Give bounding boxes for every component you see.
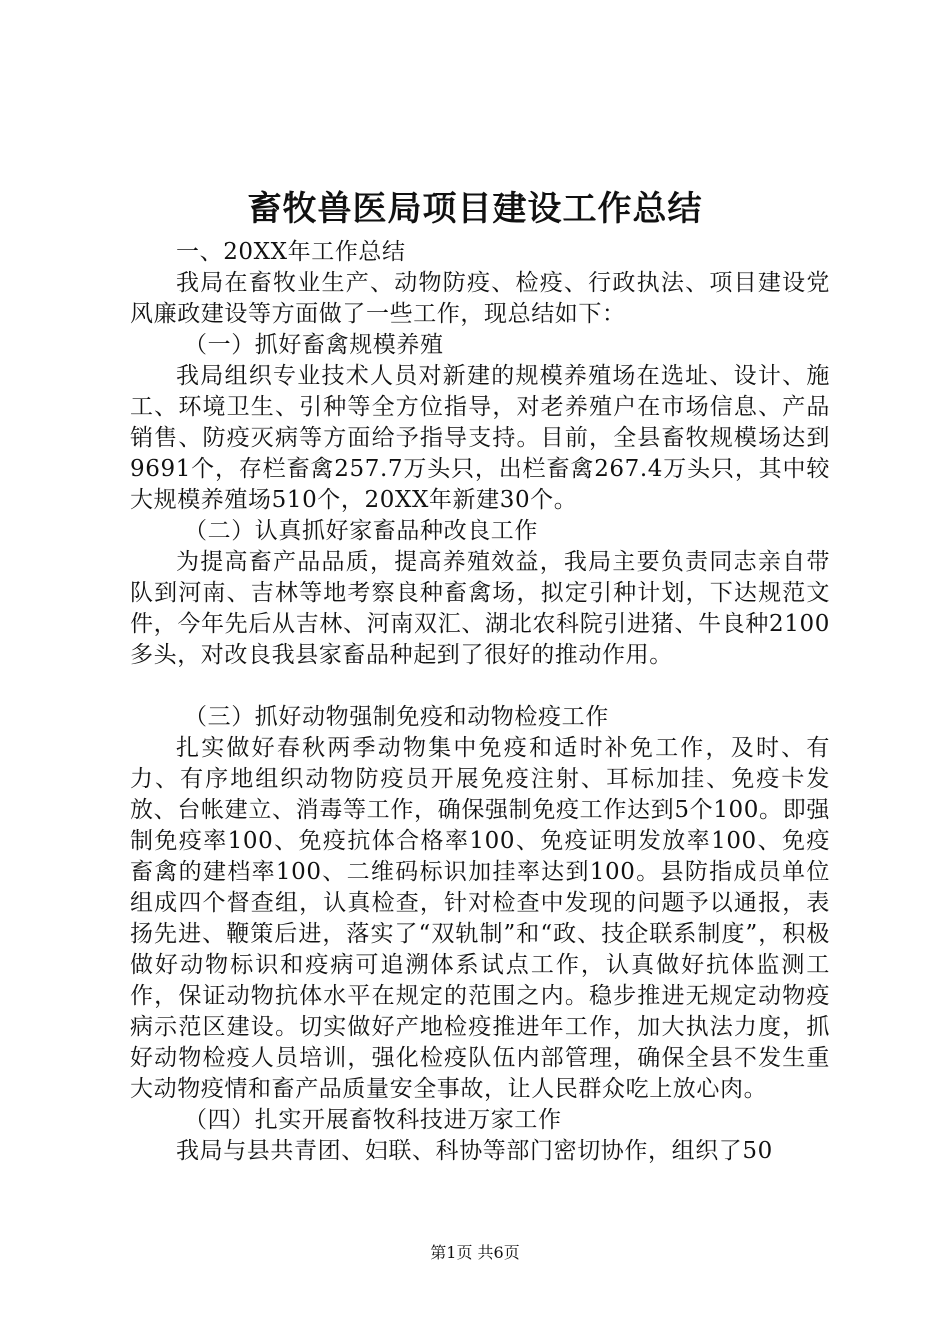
paragraph-scale-farming: 我局组织专业技术人员对新建的规模养殖场在选址、设计、施工、环境卫生、引种等全方位指导，对老养殖户在市场信息、产品销售、防疫灭病等方面给予指导支持。目前，全县畜牧规模场达到9691个，存栏畜禽257.7万头只，出栏畜禽267.4万头只，其中较大规模养殖场510个，20XX年新建30个。 (130, 363, 830, 513)
subheading-immunization: （三）抓好动物强制免疫和动物检疫工作 (184, 704, 609, 730)
paragraph-immunization: 扎实做好春秋两季动物集中免疫和适时补免工作，及时、有力、有序地组织动物防疫员开展免疫注射、耳标加挂、免疫卡发放、台帐建立、消毒等工作，确保强制免疫工作达到5个100。即强制免疫率100、免疫抗体合格率100、免疫证明发放率100、免疫畜禽的建档率100、二维码标识加挂率达到100。县防指成员单位组成四个督查组，认真检查，针对检查中发现的问题予以通报，表扬先进、鞭策后进，落实了“双轨制”和“政、技企联系制度”，积极做好动物标识和疫病可追溯体系试点工作，认真做好抗体监测工作，保证动物抗体水平在规定的范围之内。稳步推进无规定动物疫病示范区建设。切实做好产地检疫推进年工作，加大执法力度，抓好动物检疫人员培训，强化检疫队伍内部管理，确保全县不发生重大动物疫情和畜产品质量安全事故，让人民群众吃上放心肉。 (130, 735, 830, 1102)
subheading-scale-farming: （一）抓好畜禽规模养殖 (184, 332, 444, 358)
paragraph-breed-improvement: 为提高畜产品品质，提高养殖效益，我局主要负责同志亲自带队到河南、吉林等地考察良种畜禽场，拟定引种计划，下达规范文件，今年先后从吉林、河南双汇、湖北农科院引进猪、牛良种2100多头，对改良我县家畜品种起到了很好的推动作用。 (130, 549, 830, 668)
paragraph-technology: 我局与县共青团、妇联、科协等部门密切协作，组织了50 (176, 1138, 773, 1164)
intro-paragraph: 我局在畜牧业生产、动物防疫、检疫、行政执法、项目建设党风廉政建设等方面做了一些工作，现总结如下： (130, 270, 830, 327)
document-body (130, 237, 830, 1167)
subheading-breed-improvement: （二）认真抓好家畜品种改良工作 (184, 518, 538, 544)
section-heading-summary: 一、20XX年工作总结 (176, 239, 406, 265)
subheading-technology: （四）扎实开展畜牧科技进万家工作 (184, 1107, 562, 1133)
paragraph-gap (130, 671, 830, 702)
page-number-footer: 第1页 共6页 (430, 1243, 520, 1262)
document-title: 畜牧兽医局项目建设工作总结 (247, 189, 703, 229)
